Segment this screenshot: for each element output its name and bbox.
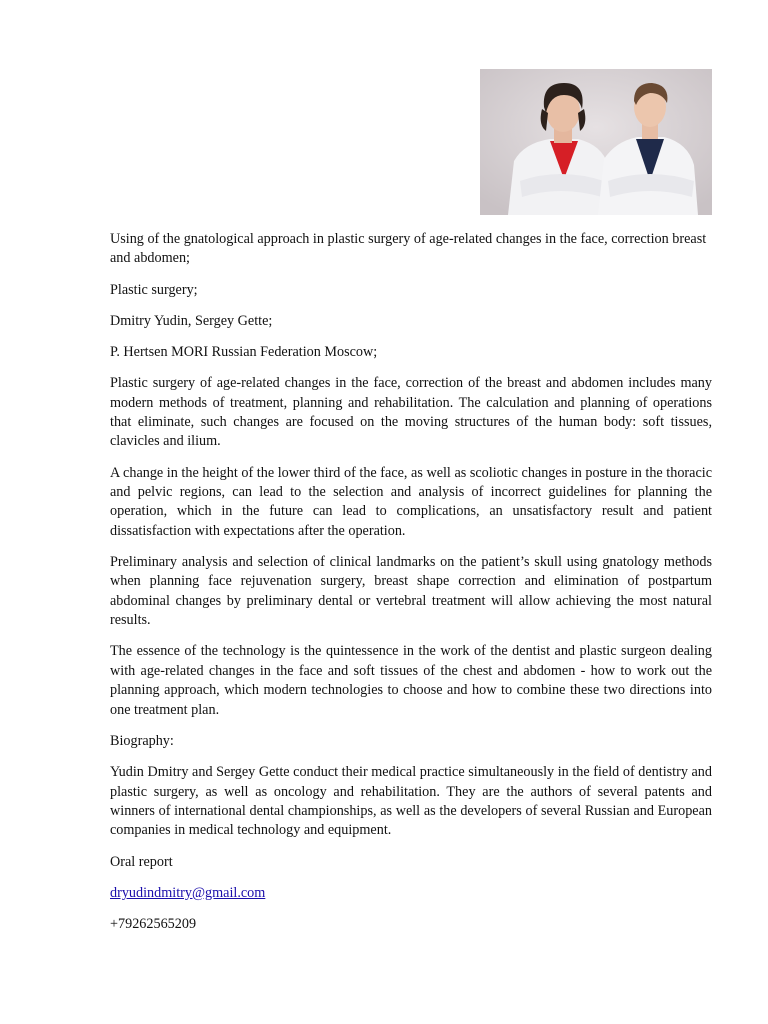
abstract-paragraph: Plastic surgery of age-related changes in the face, correction of the breast and abdomen includes many modern methods of treatment, planning and rehabilitation. The calculation and planning of operations that eliminate, such changes are focused on the moving structures of the human body: soft tissues, clavicles and ilium. [110,375,712,450]
abstract-paragraph: The essence of the technology is the quintessence in the work of the dentist and plastic surgeon dealing with age-related changes in the face and soft tissues of the chest and abdomen - how to work out the planning approach, which modern technologies to choose and how to combine these two directions into one treatment plan. [110,643,712,718]
abstract-paragraph: A change in the height of the lower third of the face, as well as scoliotic changes in posture in the thoracic and pelvic regions, can lead to the selection and analysis of incorrect guidelines for planning the operation, which in the future can lead to complications, an unsatisfactory result and patient dissatisfaction with expectations after the operation. [110,464,712,539]
biography-heading: Biography: [110,732,174,749]
abstract-paragraph: Preliminary analysis and selection of clinical landmarks on the patient’s skull using gnatology methods when planning face rejuvenation surgery, breast shape correction and elimination of postpartum abdominal changes by preliminary dental or vertebral treatment will allow achieving the most natural results. [110,554,712,629]
abstract-authors: Dmitry Yudin, Sergey Gette; [110,312,273,329]
abstract-affiliation: P. Hertsen MORI Russian Federation Moscow; [110,344,378,361]
author-photo [480,69,712,215]
abstract-content [110,230,712,946]
email-link[interactable]: dryudindmitry@gmail.com [110,884,266,901]
report-type: Oral report [110,853,173,870]
biography-text: Yudin Dmitry and Sergey Gette conduct their medical practice simultaneously in the field of dentistry and plastic surgery, as well as oncology and rehabilitation. They are the authors of several patents and winners of international dental championships, as well as the developers of several Russian and European companies in medical technology and equipment. [110,764,712,839]
abstract-category: Plastic surgery; [110,281,198,298]
author-photo-illustration [480,69,712,215]
abstract-title: Using of the gnatological approach in plastic surgery of age-related changes in the face, correction breast and abdomen; [110,231,707,267]
phone-number: +79262565209 [110,915,197,932]
